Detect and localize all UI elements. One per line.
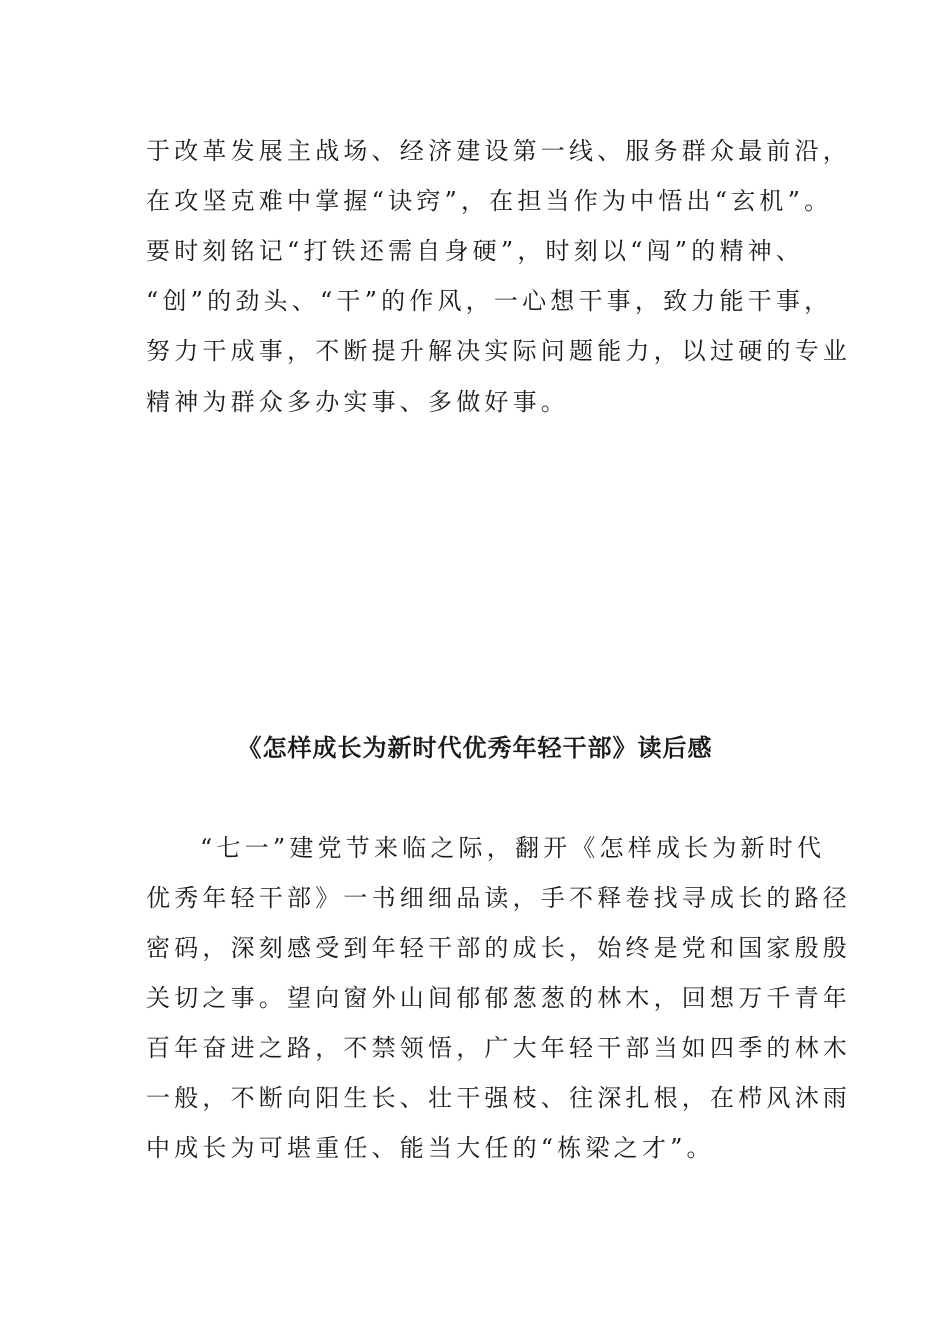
paragraph-line: 密码，深刻感受到年轻干部的成长，始终是党和国家殷殷 xyxy=(146,934,851,962)
paragraph-line: 百年奋进之路，不禁领悟，广大年轻干部当如四季的林木 xyxy=(146,1034,851,1062)
paragraph-line: “七一”建党节来临之际，翻开《怎样成长为新时代 xyxy=(200,834,826,862)
article-title: 《怎样成长为新时代优秀年轻干部》读后感 xyxy=(237,733,713,762)
paragraph-line: 关切之事。望向窗外山间郁郁葱葱的林木，回想万千青年 xyxy=(146,984,851,1012)
paragraph-line: “创”的劲头、“干”的作风，一心想干事，致力能干事， xyxy=(146,287,833,315)
paragraph-line: 在攻坚克难中掌握“诀窍”，在担当作为中悟出“玄机”。 xyxy=(146,187,833,215)
paragraph-line: 精神为群众多办实事、多做好事。 xyxy=(146,388,569,416)
paragraph-line: 优秀年轻干部》一书细细品读，手不释卷找寻成长的路径 xyxy=(146,884,851,912)
paragraph-line: 一般，不断向阳生长、壮干强枝、往深扎根，在栉风沐雨 xyxy=(146,1084,851,1112)
paragraph-line: 于改革发展主战场、经济建设第一线、服务群众最前沿， xyxy=(146,137,851,165)
paragraph-line: 要时刻铭记“打铁还需自身硬”，时刻以“闯”的精神、 xyxy=(146,237,805,265)
paragraph-line: 中成长为可堪重任、能当大任的“栋梁之才”。 xyxy=(146,1134,715,1162)
paragraph-line: 努力干成事，不断提升解决实际问题能力，以过硬的专业 xyxy=(146,337,851,365)
